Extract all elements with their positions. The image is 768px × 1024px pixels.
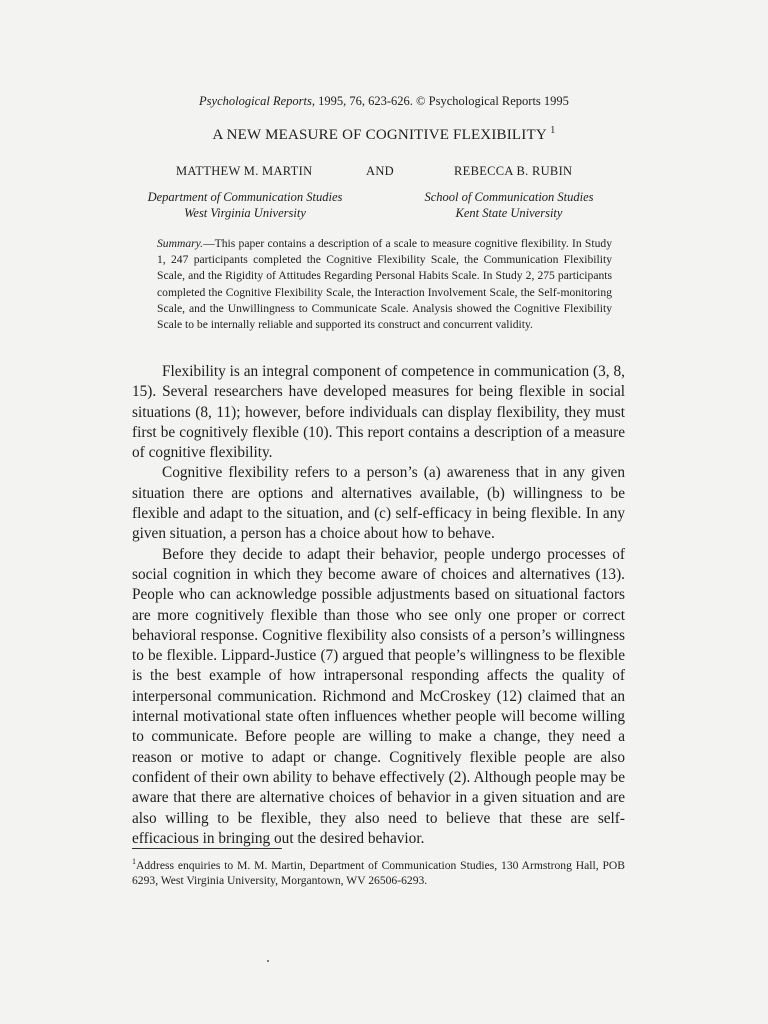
citation-details: 1995, 76, 623-626. © Psychological Reports 1995 [315,94,569,108]
body-text [132,362,625,849]
affiliation-second-univ: Kent State University [455,206,563,220]
author-second: REBECCA B. RUBIN [454,164,573,178]
affiliation-second-dept: School of Communication Studies [424,190,594,204]
journal-name: Psychological Reports, [199,94,315,108]
affiliation-first-univ: West Virginia University [184,206,306,220]
body-paragraph: Before they decide to adapt their behavior, people undergo processes of social cognition in which they become aware of choices and alternatives (13). People who can acknowledge possible adjustments based on situational factors are more cognitively flexible than those who see only one proper or correct behavioral response. Cognitive flexibility also consists of a person’s willingness to be flexible. Lippard-Justice (7) argued that people’s willingness to be flexible is the best example of how intrapersonal responding affects the quality of interpersonal communication. Richmond and McCroskey (12) claimed that an internal motivational state often influences whether people will become willing to communicate. Before people are willing to make a change, they need a reason or motive to adapt or change. Cognitively flexible people are also confident of their own ability to behave effectively (2). Although people may be aware that there are alternative choices of behavior in a given situation and are also willing to be flexible, they also need to believe that these are self-efficacious in bringing out the desired behavior. [132,545,625,847]
body-paragraph: Cognitive flexibility refers to a person’s (a) awareness that in any given situation there are options and alternatives available, (b) willingness to be flexible and adapt to the situation, and (c) self-efficacy in being flexible. In any given situation, a person has a choice about how to behave. [132,464,625,543]
journal-citation [0,94,768,109]
author-conjunction: AND [366,164,394,178]
affiliation-first-dept: Department of Communication Studies [147,190,343,204]
footnote [132,854,625,889]
footnote-mark: 1 [132,857,136,866]
summary-label: Summary. [157,237,204,250]
summary [157,236,612,333]
title-footnote-mark: 1 [550,125,556,136]
summary-text: —This paper contains a description of a scale to measure cognitive flexibility. In Study 1, 247 participants completed the Cognitive Flexibility Scale, the Communication Flexibility Scale, and the Rigidity of Attitudes Regarding Personal Habits Scale. In Study 2, 275 participants completed the Cognitive Flexibility Scale, the Interaction Involvement Scale, the Self-monitoring Scale, and the Unwillingness to Communicate Scale. Analysis showed the Cognitive Flexibility Scale to be internally reliable and supported its construct and concurrent validity. [157,237,612,332]
paper-title-text: A NEW MEASURE OF COGNITIVE FLEXIBILITY [212,127,547,143]
author-first: MATTHEW M. MARTIN [176,164,313,178]
footnote-text: Address enquiries to M. M. Martin, Department of Communication Studies, 130 Armstrong Hall, POB 6293, West Virginia University, Morgantown, WV 26506-6293. [132,858,625,888]
scan-speck [267,960,269,962]
body-paragraph: Flexibility is an integral component of competence in communication (3, 8, 15). Several researchers have developed measures for being flexible in social situations (8, 11); however, before individuals can display flexibility, they must first be cognitively flexible (10). This report contains a description of a measure of cognitive flexibility. [132,363,625,462]
footnote-divider [132,848,282,849]
paper-title [0,125,768,144]
